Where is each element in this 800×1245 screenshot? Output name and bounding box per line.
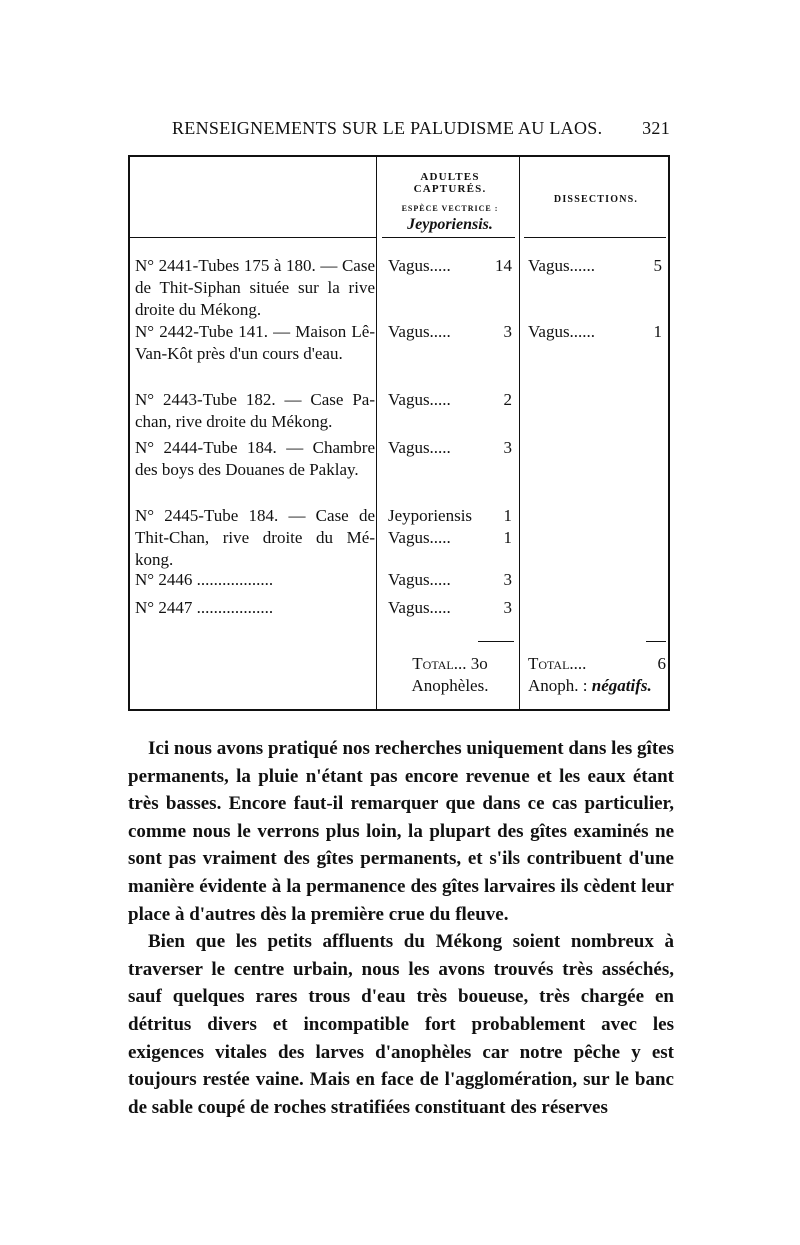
adult-count: 1: [503, 528, 512, 547]
row-adults: [388, 437, 512, 459]
dissection-label: Vagus......: [528, 322, 596, 341]
row-description: N° 2443-Tube 182. — Case Pa-chan, rive droite du Mékong.: [135, 390, 375, 431]
total-dissections-value: 6: [657, 654, 666, 673]
total-dissections-label: Total....: [528, 654, 587, 673]
running-title: RENSEIGNEMENTS SUR LE PALUDISME AU LAOS.: [172, 118, 603, 138]
adult-label: Vagus.....: [388, 322, 451, 341]
total-adults-unit: Anophèles.: [411, 676, 489, 695]
column-header-adults-line3: Jeyporiensis.: [407, 216, 493, 233]
dissection-count: 1: [653, 322, 662, 341]
row-dissections: [528, 321, 662, 343]
row-description: N° 2442-Tube 141. — Maison Lê-Van-Kôt près d'un cours d'eau.: [135, 322, 375, 363]
page-number: 321: [642, 118, 670, 138]
row-dissections: [528, 255, 662, 277]
total-rule-adults: [478, 641, 514, 642]
adult-count: 2: [503, 390, 512, 409]
adult-label: Vagus.....: [388, 256, 451, 275]
column-header-adults: [382, 171, 518, 234]
column-header-adults-line1: ADULTES CAPTURÉS.: [413, 171, 487, 195]
total-dissections-result: négatifs.: [591, 676, 652, 695]
header-rule-3: [524, 237, 666, 238]
row-description: N° 2446 ..................: [135, 570, 274, 589]
total-adults: [388, 653, 512, 697]
adult-label: Vagus.....: [388, 598, 451, 617]
total-adults-label: Total...: [412, 654, 467, 673]
total-rule-dissections: [646, 641, 666, 642]
table-divider-1: [376, 157, 377, 709]
adult-count: 14: [495, 256, 512, 275]
adult-label: Vagus.....: [388, 528, 451, 547]
adult-label: Vagus.....: [388, 570, 451, 589]
adult-count: 1: [503, 506, 512, 525]
paragraph: Ici nous avons pratiqué nos recherches uniquement dans les gîtes permanents, la pluie n'étant pas encore revenue et les eaux étant très basses. Encore faut-il remarquer que dans ce cas particulier, comme nous le verrons plus loin, la plupart des gîtes examinés ne sont pas vraiment des gîtes permanents, et s'ils contribuent d'une manière évidente à la permanence des gîtes larvaires ils cèdent leur place à d'autres dès la première crue du fleuve.: [128, 738, 674, 925]
row-adults: [388, 569, 512, 591]
header-rule-2: [382, 237, 515, 238]
adult-count: 3: [503, 438, 512, 457]
adult-count: 3: [503, 598, 512, 617]
total-dissections: [528, 653, 666, 697]
data-table: [128, 155, 670, 711]
body-text: [128, 735, 674, 1121]
adult-count: 3: [503, 570, 512, 589]
row-adults: [388, 321, 512, 343]
adult-count: 3: [503, 322, 512, 341]
row-adults: [388, 505, 512, 549]
paragraph: Bien que les petits affluents du Mékong soient nombreux à traverser le centre urbain, nous les avons trouvés très asséchés, sauf quelques rares trous d'eau très boueuse, très chargée en détritus divers et incompatible fort probablement avec les exigences vitales des larves d'anophèles car notre pêche y est toujours restée vaine. Mais en face de l'agglomération, sur le banc de sable coupé de roches stratifiées constituant des réserves: [128, 931, 674, 1118]
adult-label: Jeyporiensis: [388, 506, 473, 525]
total-adults-value: 3o: [470, 654, 488, 673]
adult-label: Vagus.....: [388, 438, 451, 457]
row-description: N° 2447 ..................: [135, 598, 274, 617]
row-adults: [388, 255, 512, 277]
row-adults: [388, 389, 512, 411]
dissection-label: Vagus......: [528, 256, 596, 275]
row-adults: [388, 597, 512, 619]
table-divider-2: [519, 157, 520, 709]
row-description: N° 2441-Tubes 175 à 180. — Case de Thit-Siphan située sur la rive droite du Mékong.: [135, 256, 375, 319]
header-rule-1: [130, 237, 376, 238]
total-dissections-unit: Anoph. :: [528, 676, 588, 695]
row-description: N° 2445-Tube 184. — Case de Thit-Chan, rive droite du Mé-kong.: [135, 506, 375, 569]
row-description: N° 2444-Tube 184. — Chambre des boys des Douanes de Paklay.: [135, 438, 375, 479]
adult-label: Vagus.....: [388, 390, 451, 409]
column-header-dissections: DISSECTIONS.: [553, 194, 639, 205]
dissection-count: 5: [653, 256, 662, 275]
column-header-adults-line2: ESPÈCE VECTRICE :: [401, 204, 499, 213]
